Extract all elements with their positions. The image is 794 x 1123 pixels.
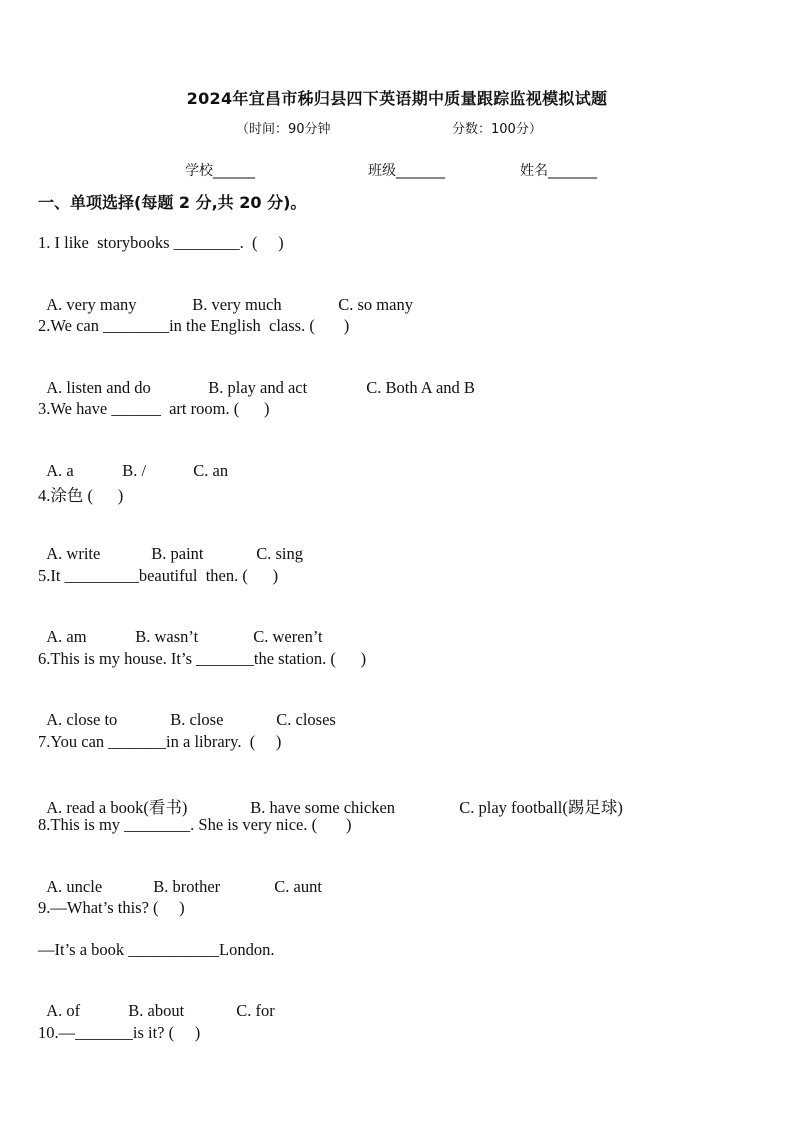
question-stem: 3.We have ______ art room. ( ) (38, 399, 270, 418)
question-stem: 4.涂色 ( ) (38, 486, 124, 505)
question-options (38, 358, 475, 398)
option: B. have some chicken (250, 798, 396, 817)
question-stem: 5.It _________beautiful then. ( ) (38, 566, 279, 585)
question-stem: 10.—_______is it? ( ) (38, 1023, 201, 1042)
name-field: 姓名_______ (520, 163, 597, 179)
section-title: 一、单项选择(每题 2 分,共 20 分)。 (38, 193, 307, 212)
option: B. very much (192, 295, 282, 314)
option: B. wasn’t (135, 627, 199, 646)
option: B. brother (153, 877, 221, 896)
option: C. Both A and B (366, 378, 475, 397)
option: B. play and act (208, 378, 308, 397)
option: C. weren’t (253, 627, 323, 646)
question-options (38, 690, 336, 730)
option: C. sing (256, 544, 304, 563)
option: B. about (128, 1001, 185, 1020)
option: A. very many (46, 295, 137, 314)
option: A. read a book(看书) (46, 798, 188, 817)
question-stem: 9.—What’s this? ( ) (38, 898, 185, 917)
question-stem: 8.This is my ________. She is very nice. ( ) (38, 815, 352, 834)
question-options (38, 774, 623, 818)
option: B. paint (151, 544, 204, 563)
option: A. of (46, 1001, 81, 1020)
option: C. play football(踢足球) (459, 798, 623, 817)
option: A. close to (46, 710, 118, 729)
question-options (38, 275, 413, 315)
option: A. write (46, 544, 101, 563)
question-options (38, 607, 323, 647)
option: A. listen and do (46, 378, 151, 397)
question-stem: 7.You can _______in a library. ( ) (38, 732, 282, 751)
question-stem: 2.We can ________in the English class. ( ) (38, 316, 350, 335)
question-options (38, 524, 303, 564)
option: C. closes (276, 710, 336, 729)
question-options (38, 981, 275, 1021)
page-title: 2024年宜昌市秭归县四下英语期中质量跟踪监视模拟试题 (186, 89, 608, 108)
question-stem: 6.This is my house. It’s _______the station. ( ) (38, 649, 367, 668)
option: C. aunt (274, 877, 322, 896)
question-stem: 1. I like storybooks ________. ( ) (38, 233, 284, 252)
option: C. for (236, 1001, 275, 1020)
exam-time: （时间：90分钟 (236, 122, 331, 137)
option: B. close (170, 710, 224, 729)
question-options (38, 441, 228, 481)
option: A. a (46, 461, 74, 480)
class-field: 班级_______ (368, 163, 445, 179)
option: A. uncle (46, 877, 103, 896)
exam-score: 分数：100分） (452, 122, 542, 137)
option: A. am (46, 627, 87, 646)
option: C. an (193, 461, 229, 480)
option: C. so many (338, 295, 413, 314)
question-stem: —It’s a book ___________London. (38, 940, 275, 959)
option: B. / (122, 461, 147, 480)
question-options (38, 857, 322, 897)
school-field: 学校______ (185, 163, 255, 179)
